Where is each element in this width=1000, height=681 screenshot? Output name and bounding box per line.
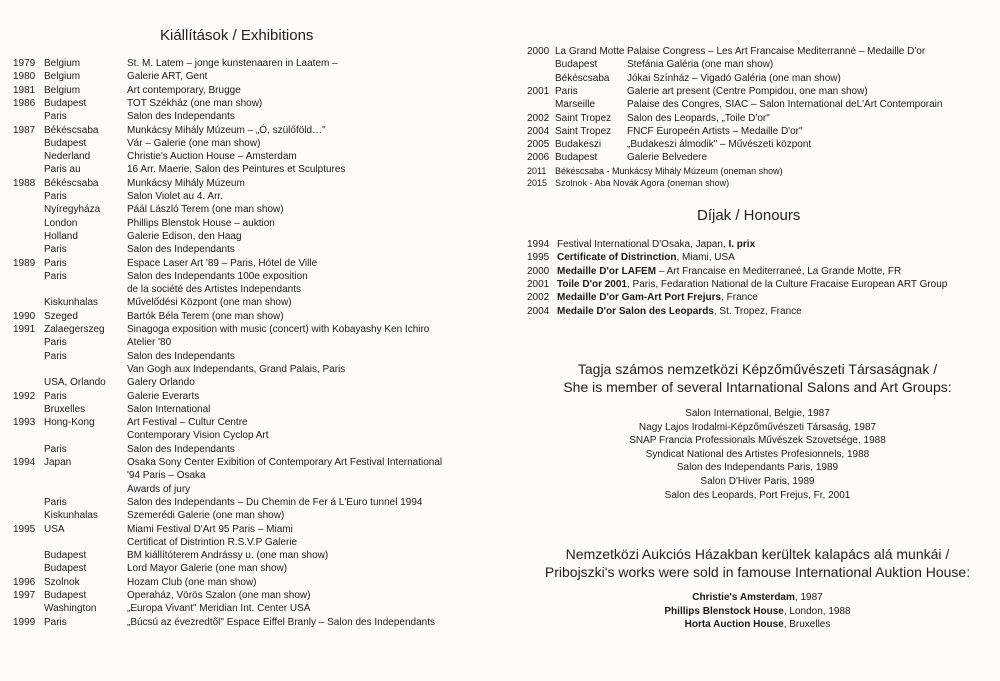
exhibition-place: Holland: [44, 230, 78, 242]
exhibition-year: 1990: [13, 310, 36, 322]
exhibition-description: Vár – Galerie (one man show): [127, 137, 261, 149]
exhibition-place: Paris: [44, 496, 67, 508]
exhibition-year: 1995: [13, 523, 36, 535]
honour-description: [557, 251, 735, 264]
exhibition-description: Páál László Terem (one man show): [127, 204, 284, 216]
member-item: Salon des Independants Paris, 1989: [676, 462, 839, 474]
exhibition-place: Budapest: [555, 59, 598, 71]
exhibition-description: Művelődési Központ (one man show): [127, 297, 292, 309]
exhibition-year: 1987: [13, 124, 36, 136]
auction-house: Horta Auction House: [684, 619, 784, 631]
auctions-heading-en: Pribojszki's works were sold in famouse International Auktion House:: [544, 564, 971, 580]
member-heading-hu: Tagja számos nemzetközi Képzőművészeti Társaságnak /: [577, 361, 938, 377]
exhibition-description: Palaise des Congres, SIAC – Salon International deL'Art Contemporain: [627, 99, 943, 111]
exhibition-description: Salon Violet au 4. Arr.: [127, 191, 223, 202]
exhibition-description: Operaház, Vörös Szalon (one man show): [127, 590, 311, 601]
exhibition-place: Budapest: [44, 97, 87, 109]
honour-year: 2000: [527, 265, 550, 277]
auction-item: [525, 605, 990, 618]
exhibition-place: Békéscsaba: [555, 72, 610, 84]
exhibition-description: Certificat of Distrintion R.S.V.P Galerie: [127, 536, 298, 548]
honour-description: [557, 291, 758, 304]
exhibitions-title: Kiállítások / Exhibitions: [160, 27, 314, 44]
honour-description: [557, 278, 947, 291]
exhibition-year: 1997: [13, 590, 36, 601]
exhibition-place: Paris: [44, 616, 67, 628]
honour-bold-after: I. prix: [728, 239, 756, 250]
exhibition-description: Galerie Edison, den Haag: [127, 230, 242, 242]
honour-year: 1995: [527, 252, 550, 264]
honour-description: [557, 265, 901, 278]
exhibition-description: TOT Székház (one man show): [127, 97, 263, 109]
exhibition-year: 2004: [527, 125, 550, 137]
exhibition-place: Saint Tropez: [555, 112, 612, 124]
auction-detail: , London, 1988: [783, 605, 851, 617]
exhibition-description: Art contemporary, Brugge: [127, 84, 241, 96]
exhibition-place: Budapest: [44, 550, 87, 562]
exhibition-description: Munkácsy Mihály Múzeum: [127, 177, 245, 189]
exhibition-place: Budapest: [555, 152, 598, 164]
exhibition-place: Japan: [44, 457, 72, 468]
exhibition-year: 2006: [527, 152, 550, 164]
exhibition-year: 1986: [13, 97, 36, 109]
exhibition-year: 2011: [527, 166, 547, 176]
exhibition-description: Espace Laser Art '89 – Paris, Hótel de Ville: [127, 257, 318, 269]
honour-bold: Medaille D'or LAFEM: [557, 265, 657, 277]
exhibition-year: 1996: [13, 576, 36, 588]
auction-house: Christie's Amsterdam: [692, 592, 795, 603]
auction-detail: , 1987: [794, 592, 823, 603]
exhibition-description: Szemerédi Galerie (one man show): [127, 510, 285, 522]
exhibition-description: Galery Orlando: [127, 377, 195, 389]
honour-text: , Paris, Fedaration National de la Culture Fracaise European ART Group: [627, 278, 948, 290]
exhibition-year: 1994: [13, 457, 36, 468]
exhibition-description: Szolnok - Aba Novák Agora (oneman show): [555, 178, 730, 188]
honour-year: 2004: [527, 305, 550, 317]
auction-detail: , Bruxelles: [783, 619, 831, 631]
exhibition-place: USA, Orlando: [44, 377, 106, 389]
exhibition-description: Atelier '80: [127, 337, 172, 349]
honour-text: , Miami, USA: [676, 252, 735, 264]
exhibition-year: 2002: [527, 112, 550, 124]
exhibition-place: Nederland: [44, 151, 91, 163]
member-item: Salon International, Belgie, 1987: [685, 408, 830, 419]
exhibition-description: Békéscsaba - Munkácsy Mihály Múzeum (oneman show): [555, 166, 783, 176]
exhibition-description: Jókai Színház – Vigadó Galéria (one man show): [627, 72, 841, 84]
honour-bold: Certificate of Distrinction: [557, 252, 677, 264]
exhibition-description: Salon des Independants: [127, 111, 235, 123]
exhibition-year: 1993: [13, 417, 36, 429]
exhibition-place: Saint Tropez: [555, 125, 612, 137]
exhibition-description: Stefánia Galéria (one man show): [627, 59, 774, 71]
exhibition-description: FNCF Europeén Artists – Medaille D'or": [627, 125, 803, 137]
exhibition-year: 2000: [527, 46, 550, 57]
exhibition-place: Hong-Kong: [44, 417, 95, 429]
exhibition-place: USA: [44, 523, 65, 535]
exhibition-place: Paris: [44, 390, 67, 402]
honour-year: 2001: [527, 278, 550, 290]
auction-house: Phillips Blenstock House: [664, 605, 784, 617]
exhibition-place: Paris: [44, 337, 67, 349]
honour-description: [557, 305, 802, 318]
exhibition-description: Salon des Independants 100e exposition: [127, 270, 308, 282]
exhibition-place: Budapest: [44, 563, 87, 575]
exhibition-place: Paris: [44, 270, 67, 282]
exhibition-year: 1999: [13, 616, 36, 628]
exhibition-place: Paris au: [44, 164, 81, 176]
exhibition-place: Békéscsaba: [44, 124, 99, 136]
honour-text: , France: [721, 292, 758, 304]
auctions-heading-hu: Nemzetközi Aukciós Házakban kerültek kalapács alá munkái /: [565, 546, 950, 562]
exhibition-year: 1979: [13, 58, 36, 69]
exhibition-place: Békéscsaba: [44, 177, 99, 189]
exhibition-description: St. M. Latem – jonge kunstenaaren in Laatem –: [127, 58, 338, 69]
exhibition-place: Bruxelles: [44, 403, 86, 415]
exhibition-description: Galerie Everarts: [127, 390, 200, 402]
exhibition-year: 2005: [527, 139, 550, 151]
exhibition-description: Palaise Congress – Les Art Francaise Mediterranné – Medaille D'or: [627, 46, 926, 57]
exhibition-description: BM kiállítóterem Andrássy u. (one man show): [127, 550, 329, 562]
exhibition-place: Paris: [44, 443, 67, 455]
exhibition-place: Washington: [44, 603, 97, 615]
honour-bold: Toile D'or 2001: [557, 278, 627, 290]
exhibition-place: Paris: [44, 350, 67, 362]
exhibition-description: Munkácsy Mihály Múzeum – „Ó, szülőföld…": [127, 124, 326, 136]
exhibition-year: 2015: [527, 178, 548, 188]
exhibition-place: Budapest: [44, 590, 87, 601]
exhibition-description: „Europa Vivant" Meridian Int. Center USA: [127, 603, 311, 615]
exhibition-description: de la société des Artistes Independants: [127, 284, 302, 296]
exhibition-description: Sinagoga exposition with music (concert) with Kobayashy Ken Ichiro: [127, 324, 430, 335]
exhibition-place: Szolnok: [44, 576, 80, 588]
member-item: Nagy Lajos Irodalmi-Képzőművészeti Társaság, 1987: [638, 421, 877, 433]
exhibition-place: Zalaegerszeg: [44, 324, 105, 335]
auction-item: [525, 618, 990, 631]
exhibition-place: La Grand Motte: [555, 46, 625, 57]
exhibition-description: Galerie Belvedere: [627, 152, 708, 164]
exhibition-description: „Búcsú az évezredtől" Espace Eiffel Branly – Salon des Independants: [127, 616, 435, 628]
exhibition-year: 1992: [13, 390, 36, 402]
exhibition-place: Belgium: [44, 58, 81, 69]
exhibition-place: Paris: [44, 244, 67, 256]
exhibition-place: Belgium: [44, 84, 81, 96]
exhibition-description: Salon des Independants: [127, 244, 235, 256]
exhibition-description: Galerie art present (Centre Pompidou, one man show): [627, 85, 868, 97]
exhibition-description: 16 Arr. Maerie, Salon des Peintures et Sculptures: [127, 164, 346, 176]
exhibition-year: 2001: [527, 85, 550, 97]
exhibition-year: 1988: [13, 177, 36, 189]
exhibition-place: Paris: [44, 111, 67, 123]
exhibition-description: Awards of jury: [127, 483, 191, 495]
exhibition-year: 1989: [13, 257, 36, 269]
exhibition-description: Hozam Club (one man show): [127, 576, 257, 588]
honour-year: 2002: [527, 292, 550, 304]
exhibition-place: Kiskunhalas: [44, 510, 98, 522]
honours-title: Díjak / Honours: [697, 207, 801, 224]
honour-year: 1994: [527, 239, 550, 250]
exhibition-place: Belgium: [44, 71, 81, 83]
member-heading-en: She is member of several Intarnational Salons and Art Groups:: [563, 379, 952, 395]
member-item: SNAP Francia Professionals Művészek Szovetsége, 1988: [629, 435, 886, 447]
member-item: Syndicat National des Artistes Profesionnels, 1988: [645, 448, 870, 460]
honour-bold: Medaille D'or Gam-Art Port Frejurs: [557, 292, 722, 304]
exhibition-year: 1981: [13, 84, 36, 96]
exhibition-place: Paris: [44, 257, 67, 269]
exhibition-description: Phillips Blenstok House – auktion: [127, 217, 275, 229]
exhibition-description: Salon des Independants – Du Chemin de Fer á L'Euro tunnel 1994: [127, 496, 423, 508]
exhibition-description: Art Festival – Cultur Centre: [127, 417, 248, 429]
honour-bold: Medaile D'or Salon des Leopards: [557, 305, 714, 317]
exhibition-description: „Budakeszi álmodik" – Művészeti központ: [627, 139, 812, 151]
exhibition-description: Bartók Béla Terem (one man show): [127, 310, 284, 322]
exhibition-description: '94 Paris – Osaka: [127, 470, 206, 482]
member-item: Salon D'Hiver Paris, 1989: [700, 476, 815, 487]
exhibition-year: 1980: [13, 71, 36, 83]
exhibition-description: Christie's Auction House – Amsterdam: [127, 151, 297, 163]
honour-text: Festival International D'Osaka, Japan,: [557, 239, 729, 250]
exhibition-place: Paris: [555, 85, 578, 97]
exhibition-description: Contemporary Vision Cyclop Art: [127, 430, 269, 442]
member-item: Salon des Leopards, Port Frejus, Fr, 2001: [664, 489, 851, 501]
exhibition-description: Lord Mayor Galerie (one man show): [127, 563, 288, 575]
honour-description: [557, 238, 755, 251]
exhibition-description: Salon des Independants: [127, 350, 235, 362]
exhibition-description: Galerie ART, Gent: [127, 71, 208, 83]
auction-item: [525, 591, 990, 604]
exhibition-description: Salon des Leopards, „Toile D'or": [627, 112, 770, 124]
honour-text: – Art Francaise en Mediterraneé, La Grande Motte, FR: [656, 265, 902, 277]
exhibition-place: Kiskunhalas: [44, 297, 98, 309]
exhibition-description: Osaka Sony Center Exibition of Contemporary Art Festival International: [127, 457, 443, 468]
exhibition-place: London: [44, 217, 78, 229]
exhibition-description: Salon des Independants: [127, 443, 235, 455]
exhibition-place: Budapest: [44, 137, 87, 149]
exhibition-description: Miami Festival D'Art 95 Paris – Miami: [127, 523, 293, 535]
exhibition-place: Paris: [44, 191, 67, 202]
exhibition-place: Nyíregyháza: [44, 204, 101, 216]
exhibition-place: Budakeszi: [555, 139, 602, 151]
exhibition-year: 1991: [13, 324, 36, 335]
honour-text: , St. Tropez, France: [713, 305, 802, 317]
exhibition-place: Szeged: [44, 310, 78, 322]
exhibition-description: Van Gogh aux Independants, Grand Palais, Paris: [127, 363, 346, 375]
exhibition-place: Marseille: [555, 99, 596, 111]
exhibition-description: Salon International: [127, 403, 211, 415]
